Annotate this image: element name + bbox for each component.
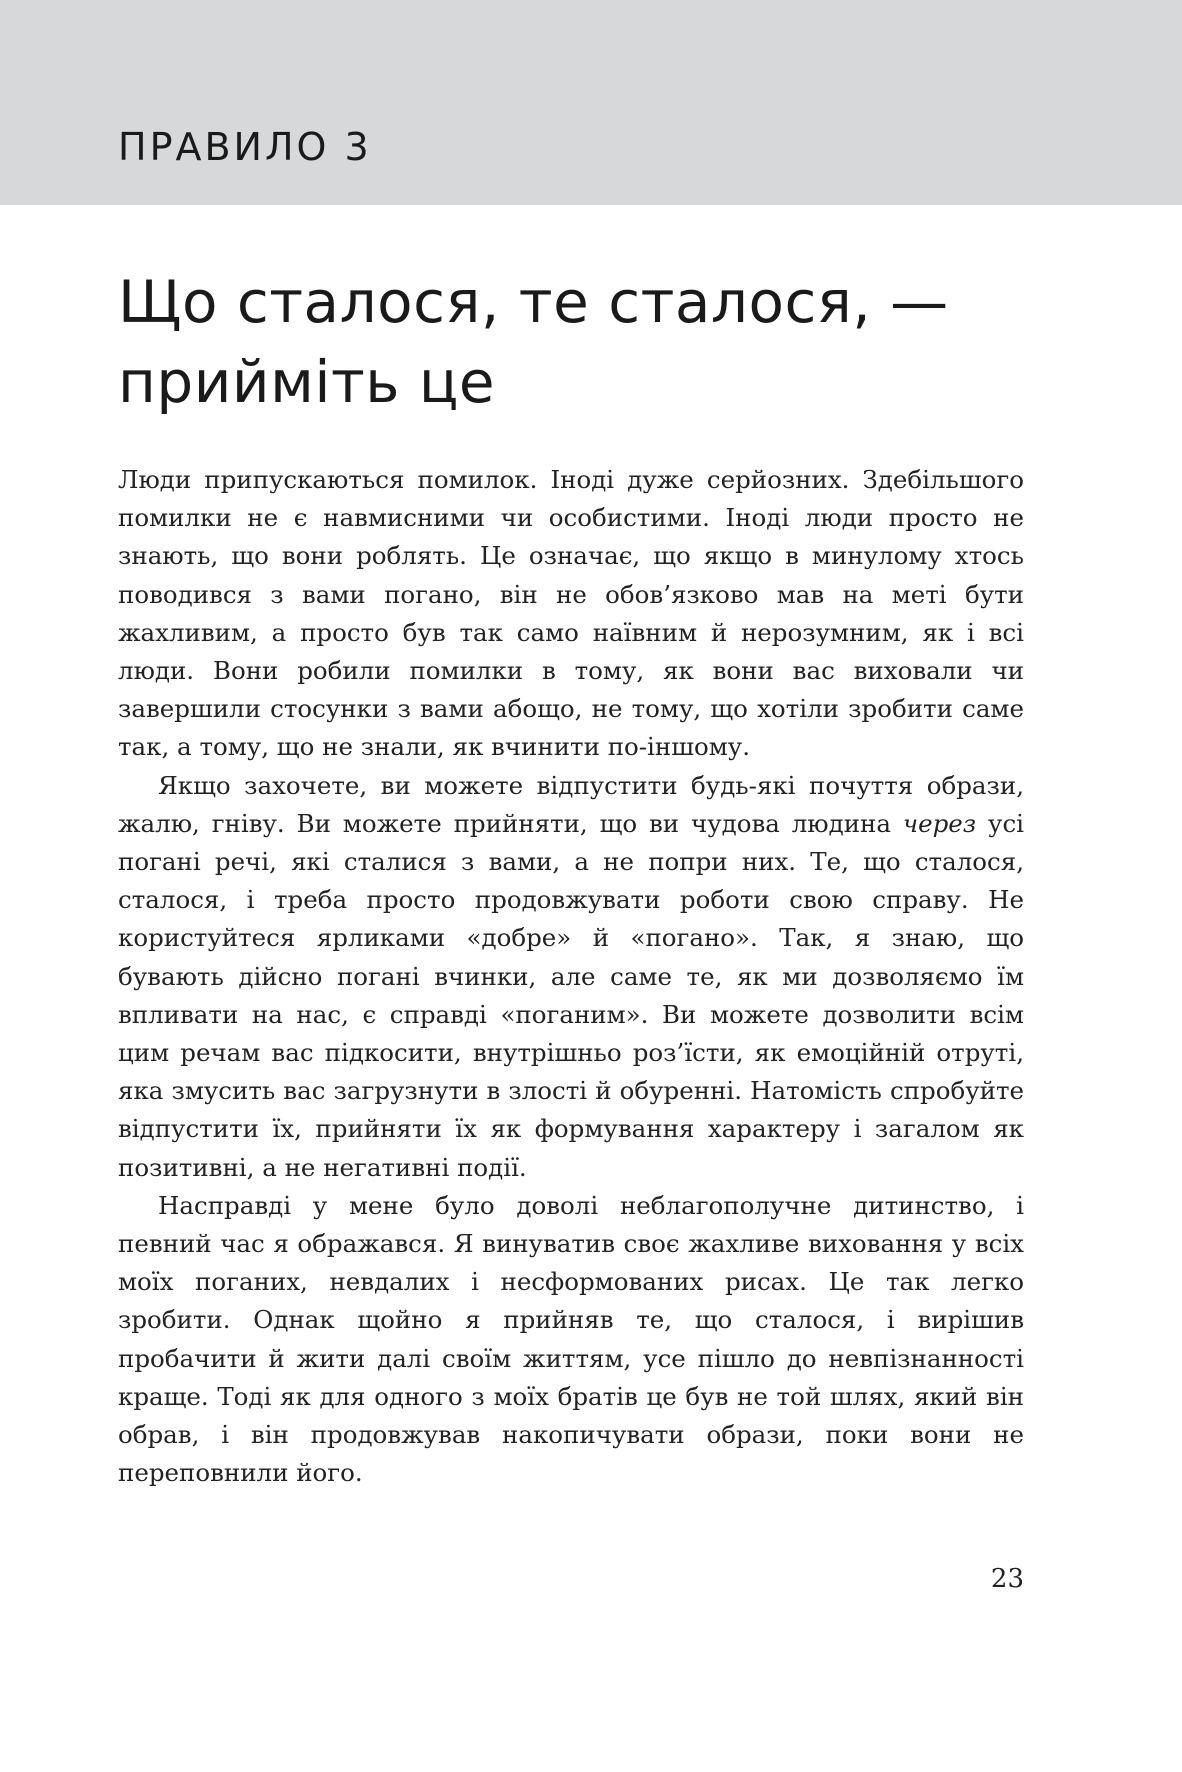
- body-text: [118, 461, 1024, 1492]
- paragraph-2-emphasis: через: [902, 808, 977, 838]
- page-number: 23: [990, 1564, 1024, 1594]
- chapter-header-band: [0, 0, 1182, 205]
- paragraph-2-text-start: Якщо захочете, ви можете відпустити будь-які почуття образи, жалю, гніву. Ви можете прийняти, що ви чудова людина: [118, 770, 1024, 838]
- chapter-title-line-2: прийміть це: [118, 348, 496, 416]
- paragraph-2-text-end: усі погані речі, які сталися з вами, а не попри них. Те, що сталося, сталося, і треба просто продовжувати роботи свою справу. Не користуйтеся ярликами «добре» й «погано». Так, я знаю, що бувають дійсно погані вчинки, але саме те, як ми дозволяємо їм впливати на нас, є справді «поганим». Ви можете дозволити всім цим речам вас підкосити, внутрішньо роз’їсти, як емоційній отруті, яка змусить вас загрузнути в злості й обуренні. Натомість спробуйте відпустити їх, прийняти їх як формування характеру і загалом як позитивні, а не негативні події.: [118, 808, 1025, 1182]
- paragraph-1: Люди припускаються помилок. Іноді дуже серйозних. Здебільшого помилки не є навмисними чи особистими. Іноді люди просто не знають, що вони роблять. Це означає, що якщо в минулому хтось поводився з вами погано, він не обов’язково мав на меті бути жахливим, а просто був так само наївним й нерозумним, як і всі люди. Вони робили помилки в тому, як вони вас виховали чи завершили стосунки з вами абощо, не тому, що хотіли зробити саме так, а тому, що не знали, як вчинити по-іншому.: [118, 465, 1024, 762]
- chapter-title: [118, 262, 1068, 422]
- rule-label: ПРАВИЛО 3: [118, 125, 372, 169]
- paragraph-2: [118, 767, 1024, 1187]
- chapter-title-line-1: Що сталося, те сталося, —: [118, 268, 949, 336]
- paragraph-3: Насправді у мене було доволі неблагополучне дитинство, і певний час я ображався. Я винуватив своє жахливе виховання у всіх моїх поганих, невдалих і несформованих рисах. Це так легко зробити. Однак щойно я прийняв те, що сталося, і вирішив пробачити й жити далі своїм життям, усе пішло до невпізнанності краще. Тоді як для одного з моїх братів це був не той шлях, який він обрав, і він продовжував накопичувати образи, поки вони не переповнили його.: [118, 1190, 1024, 1488]
